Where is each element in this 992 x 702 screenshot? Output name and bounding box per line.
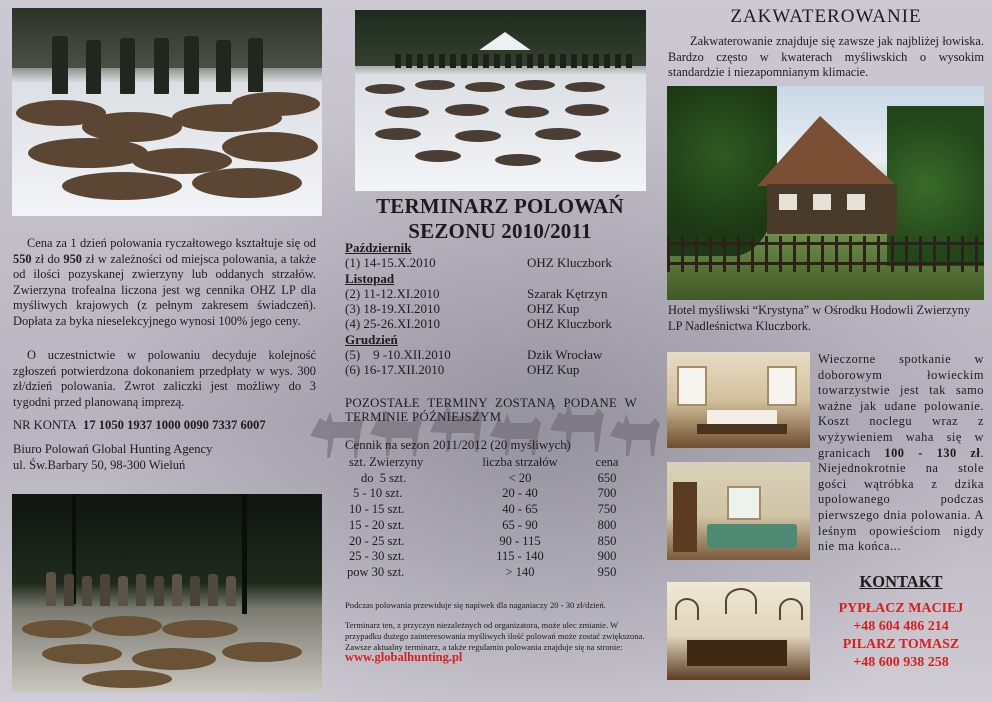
bank-account <box>13 418 266 433</box>
lodging-text: Zakwaterowanie znajduje się zawsze jak najbliżej łowiska. Bardzo często w kwaterach myśliwskich o wysokim standardzie i niezapomnianym klimacie. <box>668 34 984 80</box>
month-october: Październik <box>345 240 412 255</box>
table-row: 25 - 30 szt. 115 - 140 900 <box>349 549 617 564</box>
photo-bedroom <box>667 462 810 560</box>
photo-trophy-room <box>667 582 810 680</box>
schedule-entry: (3) 18-19.XI.2010 OHZ Kup <box>345 301 580 316</box>
website-link[interactable]: www.globalhunting.pl <box>345 650 463 665</box>
beaters-tip-note: Podczas polowania przewiduje się napiwek dla naganiaczy 20 - 30 zł/dzień. <box>345 600 606 610</box>
schedule-entry: (6) 16-17.XII.2010 OHZ Kup <box>345 362 580 377</box>
lodging-title: ZAKWATEROWANIE <box>730 6 922 27</box>
price-table-header: szt. Zwierzyny liczba strzałów cena <box>349 455 619 469</box>
later-terms-notice: POZOSTAŁE TERMINY ZOSTANĄ PODANE W TERMINIE PÓŹNIEJSZYM <box>345 396 637 424</box>
schedule-title: TERMINARZ POLOWAŃ SEZONU 2010/2011 <box>376 194 624 243</box>
contact-phone[interactable]: +48 604 486 214 <box>853 619 949 634</box>
photo-hunting-tableau <box>355 10 646 191</box>
schedule-entry: (1) 14-15.X.2010 OHZ Kluczbork <box>345 255 612 270</box>
price-intro-text: Cena za 1 dzień polowania ryczałtowego kształtuje się od 550 zł do 950 zł w zależności od miejsca polowania, a także od ilości pozyskanej zwierzyny lub oddanych strzałów. Zwierzyna trofealna liczona jest wg cennika OHZ LP dla myśliwych krajowych (z pełnym zakresem świadczeń). Dopłata za byka nieselekcyjnego wynosi 100% jego ceny. <box>13 236 316 328</box>
evening-meeting-text: Wieczorne spotkanie w doborowym łowieckim towarzystwie jest tak samo ważne jak udane polowanie. Koszt noclegu wraz z wyżywieniem waha się w granicach 100 - 130 zł. Niejednokrotnie na stole gości wątróbka z dzika upolowanego podczas pierwszego dnia polowania. A leśnym opowieściom nigdy nie ma końca... <box>818 352 984 554</box>
price-list-title: Cennik na sezon 2011/2012 (20 myśliwych) <box>345 438 571 452</box>
contact-phone[interactable]: +48 600 938 258 <box>853 655 949 670</box>
month-november: Listopad <box>345 271 395 286</box>
schedule-entry: (4) 25-26.XI.2010 OHZ Kluczbork <box>345 316 612 331</box>
contact-title: KONTAKT <box>859 572 943 591</box>
table-row: 20 - 25 szt. 90 - 115 850 <box>349 533 617 548</box>
table-row: pow 30 szt. > 140 950 <box>347 564 617 579</box>
contact-name: PYPŁACZ MACIEJ <box>838 601 964 616</box>
schedule-entry: (5) 9 -10.XII.2010 Dzik Wrocław <box>345 347 603 362</box>
table-row: 5 - 10 szt. 20 - 40 700 <box>353 486 617 501</box>
photo-hunters-night <box>12 494 322 692</box>
contact-block <box>818 600 984 672</box>
table-row: 10 - 15 szt. 40 - 65 750 <box>349 502 617 517</box>
photo-dining-room <box>667 352 810 448</box>
table-row: 15 - 20 szt. 65 - 90 800 <box>349 517 617 532</box>
table-row: do 5 szt. < 20 650 <box>361 470 617 485</box>
account-number: 17 1050 1937 1000 0090 7337 6007 <box>83 418 266 432</box>
photo-hunting-lodge <box>667 86 984 300</box>
month-december: Grudzień <box>345 332 398 347</box>
participation-text: O uczestnictwie w polowaniu decyduje kolejność zgłoszeń potwierdzona dokonaniem przedpłaty w wys. 300 zł/dzień polowania. Zwrot zaliczki jest możliwy do 3 tygodni przed planowaną imprezą. <box>13 348 316 409</box>
account-label: NR KONTA <box>13 418 77 432</box>
schedule-disclaimer: Terminarz ten, z przyczyn niezależnych od organizatora, może ulec zmianie. W przypadku dużego zainteresowania myśliwych ilość polowań może zostać zwiększona. Zawsze aktualny terminarz, a także regulamin polowania znajduje się na stronie: www.globalhunting.pl <box>345 620 645 665</box>
hotel-caption: Hotel myśliwski “Krystyna” w Ośrodku Hodowli Zwierzyny LP Nadleśnictwa Kluczbork. <box>668 303 971 333</box>
price-table <box>345 455 635 581</box>
agency-name: Biuro Polowań Global Hunting Agency <box>13 442 213 456</box>
schedule-entry: (2) 11-12.XI.2010 Szarak Kętrzyn <box>345 286 608 301</box>
agency-address: ul. Św.Barbary 50, 98-300 Wieluń <box>13 458 186 472</box>
photo-hunters-with-game-day <box>12 8 322 216</box>
schedule-list <box>345 240 635 377</box>
contact-name: PILARZ TOMASZ <box>842 637 960 652</box>
